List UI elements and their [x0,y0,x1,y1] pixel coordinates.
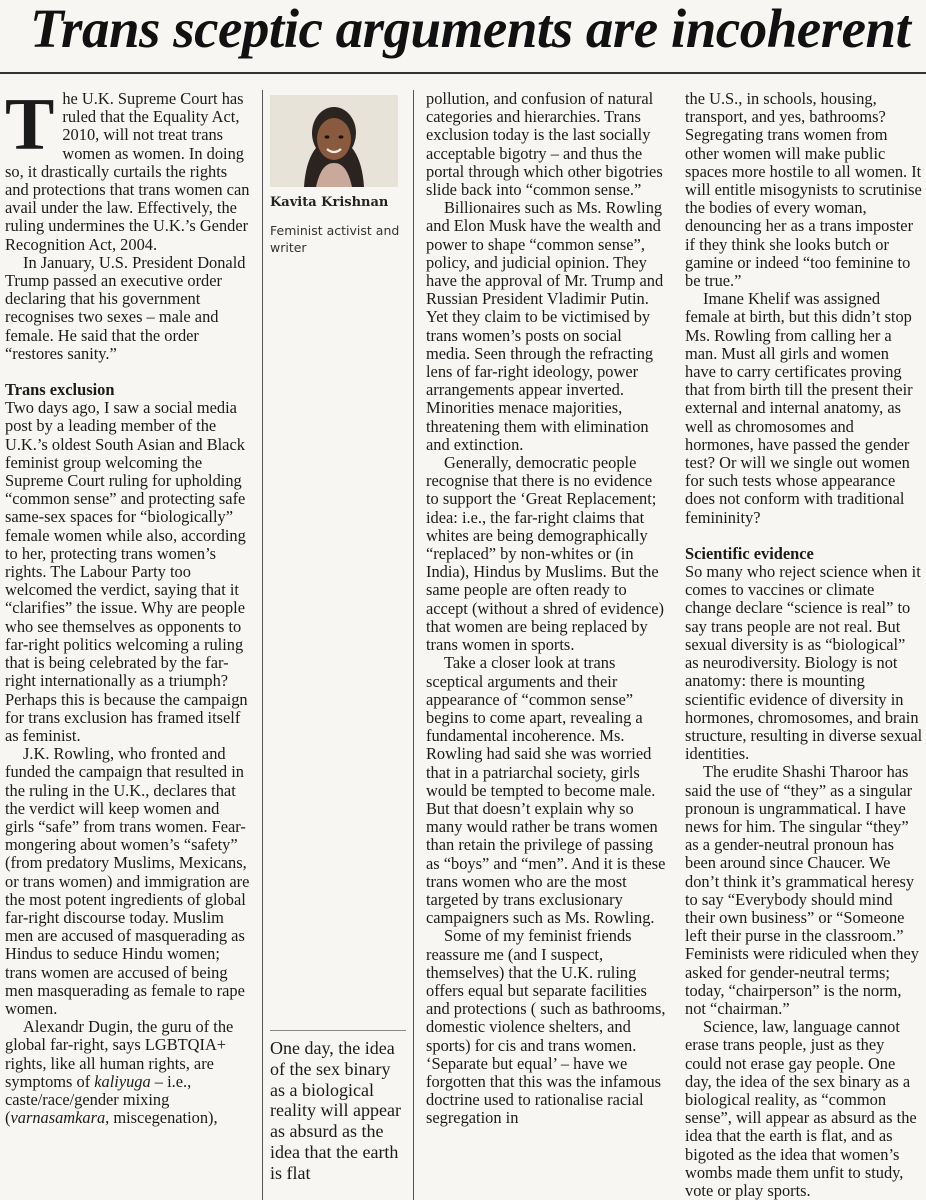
paragraph-3: Two days ago, I saw a social media post by a leading member of the U.K.’s oldest South Asian and Black feminist group welcoming the Supreme Court ruling for upholding “common sense” and protecting safe same-sex spaces for “biologically” female women while also, according to her, protecting trans women’s rights. The Labour Party too welcomed the verdict, saying that it “clarifies” the issue. Why are people who see themselves as opponents to far-right politics welcoming a ruling that is being celebrated by the far-right internationally as a triumph? Perhaps this is because the campaign for trans exclusion has framed itself as feminist. [5,398,248,745]
paragraph-13: So many who reject science when it comes to vaccines or climate change declare “science is real” to say trans people are not real. But sexual diversity is as “biological” as neurodiversity. Biology is not anatomy: there is mounting scientific evidence of diversity in hormones, chromosomes, and brain structure, resulting in diverse sexual identities. [685,562,923,764]
paragraph-4: J.K. Rowling, who fronted and funded the campaign that resulted in the ruling in the U.K., declares that the verdict will keep women and girls “safe” from trans women. Fear-mongering about women’s “safety” (from predatory Muslims, Mexicans, or trans women) and immigration are the most potent ingredients of global far-right discourse today. Muslim men are accused of masquerading as Hindus to seduce Hindu women; trans women are accused of being men masquerading as female to rape women. [5,744,250,1018]
subhead-trans-exclusion: Trans exclusion [5,380,115,400]
pull-quote: One day, the idea of the sex binary as a biological reality will appear as absurd as the idea that the earth is flat [270,1038,401,1183]
header-rule [0,72,926,74]
author-name: Kavita Krishnan [270,195,389,210]
paragraph-5 [5,1018,250,1127]
paragraph-11: the U.S., in schools, housing, transport, and yes, bathrooms? Segregating trans women from other women will make public spaces more hostile to all women. It will entitle misogynists to scrutinise the bodies of every woman, denouncing her as a trans imposter if they think she looks butch or gamine or indeed “too feminine to be true.” [685,89,922,291]
paragraph-1 [5,84,250,254]
paragraph-15: Science, law, language cannot erase trans people, just as they could not erase gay people. One day, the idea of the sex binary as a biological reality, as “common sense”, will appear as absurd as the idea that the earth is flat, and as bigoted as the idea that women’s wombs made them unfit to study, vote or play sports. [685,1017,917,1200]
paragraph-12: Imane Khelif was assigned female at birth, but this didn’t stop Ms. Rowling from calling her a man. Must all girls and women have to carry certificates proving that from birth till the present their external and internal anatomy, as well as chromosomes and hormones, have passed the gender test? Or will we single out women for such tests whose appearance does not conform with traditional femininity? [685,289,913,527]
subhead-scientific-evidence: Scientific evidence [685,543,814,563]
paragraph-5-em2: varnasamkara [10,1108,106,1128]
author-sidebar [262,90,414,1200]
author-portrait-icon [270,95,398,187]
paragraph-10: Some of my feminist friends reassure me (and I suspect, themselves) that the U.K. ruling offers equal but separate facilities and protections ( such as bathrooms, domestic violence shelters, and sports) for cis and trans women. ‘Separate but equal’ – have we forgotten that this was the infamous doctrine used to rationalise racial segregation in [426,926,666,1128]
headline: Trans sceptic arguments are incoherent [30,0,911,59]
paragraph-14: The erudite Shashi Tharoor has said the use of “they” as a singular pronoun is ungrammatical. I have news for him. The singular “they” as a gender-neutral pronoun has been around since Chaucer. We don’t think it’s grammatical heresy to say “Everybody should mind their own business” or “Someone left their purse in the classroom.” Feminists were ridiculed when they asked for gender-neutral terms; today, “chairperson” is the norm, not “chairman.” [685,762,919,1018]
paragraph-5-mid: – i.e., caste/race/gender mixing ( [5,1071,192,1128]
paragraph-2: In January, U.S. President Donald Trump passed an executive order declaring that his government recognises two sexes – male and female. He said that the order “restores sanity.” [5,252,246,363]
paragraph-5-end: , miscegenation), [105,1108,218,1128]
paragraph-5-em1: kaliyuga [94,1071,151,1091]
article-column-3 [426,90,666,1128]
paragraph-6: pollution, and confusion of natural categories and hierarchies. Trans exclusion today is the last socially acceptable bigotry – and thus the portal through which other bigotries slide back into “common sense.” [426,89,663,200]
paragraph-1-text: he U.K. Supreme Court has ruled that the Equality Act, 2010, will not treat trans women as women. In doing so, it drastically curtails the rights and protections that trans women can avail under the law. Effectively, the ruling undermines the U.K.’s Gender Recognition Act, 2004. [5,89,250,254]
paragraph-9: Take a closer look at trans sceptical arguments and their appearance of “common sense” begins to come apart, revealing a fundamental incoherence. Ms. Rowling had said she was worried that in a patriarchal society, girls would be tempted to become male. But that doesn’t explain why so many would rather be trans women than retain the privilege of passing as “boys” and “men”. And it is these trans women who are the most targeted by trans exclusionary campaigners such as Ms. Rowling. [426,653,666,928]
article-column-4 [685,90,923,1200]
author-photo [270,95,398,187]
drop-cap: T [5,84,55,166]
paragraph-5-start: Alexandr Dugin, the guru of the global far-right, says LGBTQIA+ rights, like all human rights, are symptoms of [5,1017,234,1091]
paragraph-7: Billionaires such as Ms. Rowling and Elon Musk have the wealth and power to shape “common sense”, policy, and judicial opinion. They have the approval of Mr. Trump and Russian President Vladimir Putin. Yet they claim to be victimised by trans women’s posts on social media. Seen through the refracting lens of far-right ideology, power arrangements appear inverted. Minorities menace majorities, threatening them with elimination and extinction. [426,198,664,454]
article-column-1 [5,84,250,1128]
paragraph-8: Generally, democratic people recognise that there is no evidence to support the ‘Great Replacement; idea: i.e., the far-right claims that whites are being demographically “replaced” by non-whites or (in India), Hindus by Muslims. But the same people are often ready to accept (without a shred of evidence) that women are being replaced by trans women in sports. [426,453,665,655]
author-role: Feminist activist and writer [270,223,400,255]
pull-quote-rule [270,1030,406,1031]
